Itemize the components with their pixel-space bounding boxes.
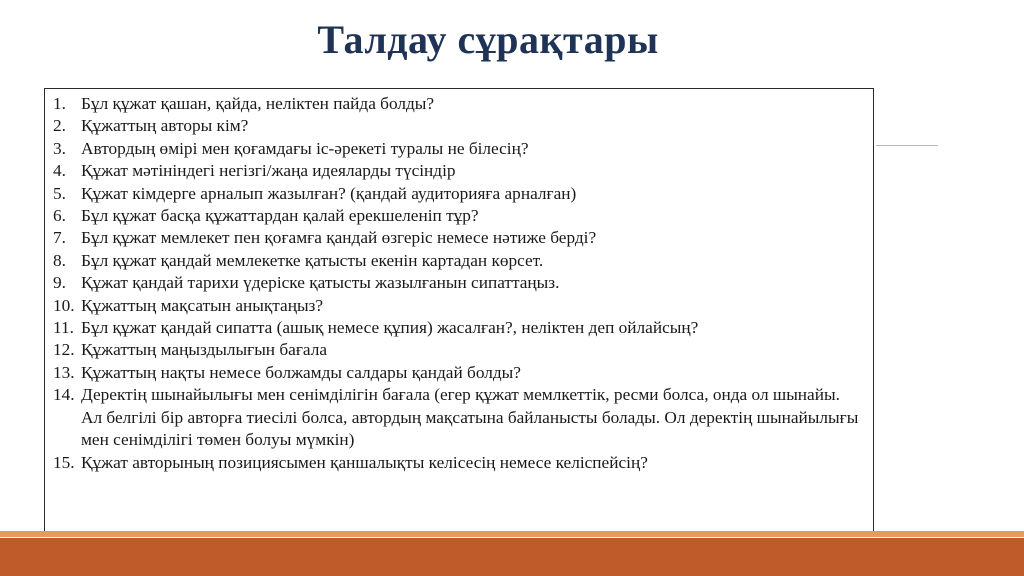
slide-title: Талдау сұрақтары — [317, 17, 659, 62]
questions-list — [53, 93, 863, 474]
question-item — [53, 362, 863, 384]
question-number: 9. — [53, 273, 66, 293]
question-number: 7. — [53, 228, 66, 248]
footer-bar — [0, 538, 1024, 576]
question-text: Автордың өмірі мен қоғамдағы іс-әрекеті туралы не білесің? — [81, 138, 529, 158]
question-item — [53, 115, 863, 137]
question-item — [53, 183, 863, 205]
question-text: Бұл құжат қандай мемлекетке қатысты екенін картадан көрсет. — [81, 250, 544, 270]
question-number: 6. — [53, 206, 66, 226]
question-item — [53, 227, 863, 249]
question-item — [53, 295, 863, 317]
question-item — [53, 93, 863, 115]
question-number: 10. — [53, 295, 75, 315]
question-item — [53, 384, 863, 451]
question-text: Бұл құжат мемлекет пен қоғамға қандай өзгеріс немесе нәтиже берді? — [81, 228, 597, 248]
footer-accent-bar — [0, 531, 1024, 537]
question-number: 3. — [53, 138, 66, 158]
question-number: 12. — [53, 340, 75, 360]
question-number: 8. — [53, 250, 66, 270]
question-item — [53, 138, 863, 160]
question-number: 13. — [53, 362, 75, 382]
question-item — [53, 160, 863, 182]
question-number: 2. — [53, 116, 66, 136]
question-text: Құжат кімдерге арналып жазылған? (қандай аудиторияға арналған) — [81, 183, 577, 203]
question-text: Құжат авторының позициясымен қаншалықты келісесің немесе келіспейсің? — [81, 452, 648, 472]
question-number: 4. — [53, 161, 66, 181]
question-text: Құжат мәтініндегі негізгі/жаңа идеяларды түсіндір — [81, 161, 456, 181]
question-item — [53, 250, 863, 272]
question-item — [53, 317, 863, 339]
question-text: Деректің шынайылығы мен сенімділігін бағала (егер құжат мемлкеттік, ресми болса, онда ол шынайы. Ал белгілі бір авторға тиесілі болса, автордың мақсатына байланысты болады. Ол деректің шынайылығы мен сенімділігі төмен болуы мүмкін) — [81, 385, 859, 450]
question-text: Бұл құжат қандай сипатта (ашық немесе құпия) жасалған?, неліктен деп ойлайсың? — [81, 318, 699, 338]
question-number: 15. — [53, 452, 75, 472]
question-number: 11. — [53, 318, 74, 338]
question-text: Құжаттың авторы кім? — [81, 116, 249, 136]
question-text: Құжаттың нақты немесе болжамды салдары қандай болды? — [81, 362, 521, 382]
question-text: Құжаттың маңыздылығын бағала — [81, 340, 328, 360]
question-text: Құжаттың мақсатын анықтаңыз? — [81, 295, 324, 315]
question-item — [53, 339, 863, 361]
question-text: Бұл құжат қашан, қайда, неліктен пайда болды? — [81, 94, 435, 113]
question-number: 5. — [53, 183, 66, 203]
questions-box — [44, 88, 874, 536]
question-number: 14. — [53, 385, 75, 405]
question-text: Бұл құжат басқа құжаттардан қалай ерекшеленіп тұр? — [81, 206, 479, 226]
question-item — [53, 272, 863, 294]
decorative-line — [876, 145, 938, 146]
question-number: 1. — [53, 94, 66, 113]
question-text: Құжат қандай тарихи үдеріске қатысты жазылғанын сипаттаңыз. — [81, 273, 560, 293]
question-item — [53, 452, 863, 474]
question-item — [53, 205, 863, 227]
